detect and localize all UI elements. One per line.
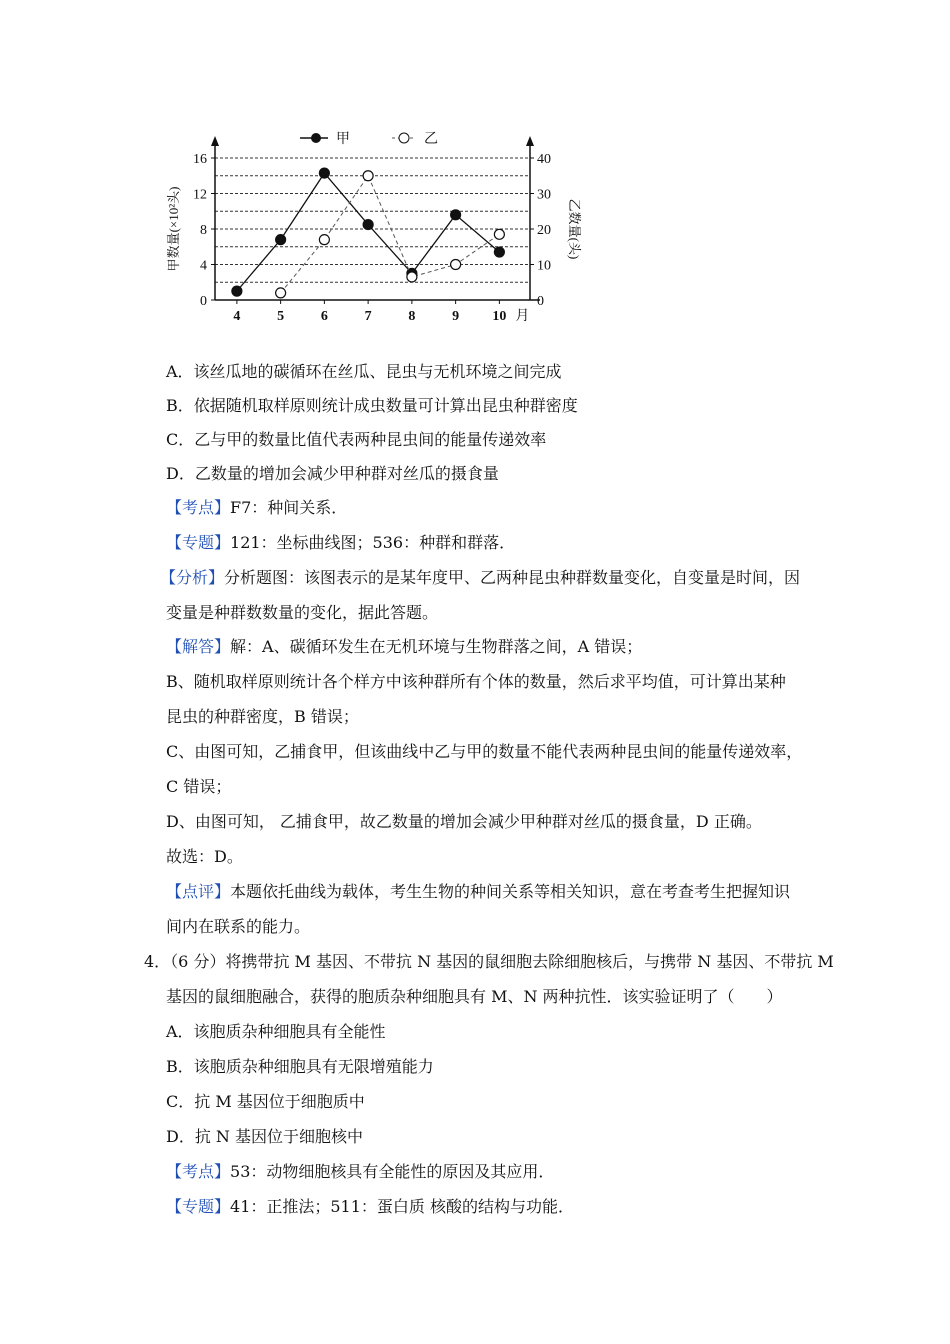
q4-option-d: D．抗 N 基因位于细胞核中 <box>166 1127 364 1146</box>
q3-dianping <box>166 882 790 902</box>
q3-jieda-c2: C 错误； <box>166 777 232 796</box>
x-unit-label: 月 <box>515 309 530 324</box>
q3-jieda-c1: C、由图可知，乙捕食甲，但该曲线中乙与甲的数量不能代表两种昆虫间的能量传递效率， <box>166 742 803 761</box>
q4-option-c: C．抗 M 基因位于细胞质中 <box>166 1092 365 1111</box>
kaodian-tag: 【考点】 <box>166 1162 231 1181</box>
q4-option-a: A．该胞质杂种细胞具有全能性 <box>166 1022 386 1041</box>
data-point-甲 <box>319 168 329 178</box>
dianping-tag: 【点评】 <box>166 882 231 901</box>
fenxi-tag: 【分析】 <box>160 568 225 587</box>
q4-stem-line1: 4．（6 分）将携带抗 M 基因、不带抗 N 基因的鼠细胞去除细胞核后，与携带 N 基因、不带抗 M <box>144 952 834 971</box>
left-tick-label: 16 <box>193 152 207 167</box>
kaodian-text: F7：种间关系． <box>230 498 348 517</box>
q3-dianping-cont: 间内在联系的能力。 <box>166 917 311 936</box>
q4-kaodian <box>166 1162 554 1182</box>
chart-series <box>232 168 505 298</box>
right-axis-arrow <box>526 136 534 146</box>
right-tick-label: 0 <box>537 294 544 309</box>
fenxi-text: 分析题图：该图表示的是某年度甲、乙两种昆虫种群数量变化，自变量是时间，因 <box>224 568 801 587</box>
q3-answer: 故选：D。 <box>166 847 243 866</box>
data-point-乙 <box>407 272 417 282</box>
data-point-甲 <box>232 286 242 296</box>
q3-option-c: C．乙与甲的数量比值代表两种昆虫间的能量传递效率 <box>166 430 547 449</box>
x-tick-label: 7 <box>364 309 372 324</box>
data-point-乙 <box>363 171 373 181</box>
q3-zhuanti <box>166 533 515 553</box>
right-tick-label: 40 <box>537 152 551 167</box>
kaodian-text: 53：动物细胞核具有全能性的原因及其应用． <box>230 1162 555 1181</box>
data-point-甲 <box>494 247 504 257</box>
q4-option-b: B．该胞质杂种细胞具有无限增殖能力 <box>166 1057 434 1076</box>
x-tick-label: 6 <box>320 309 328 324</box>
left-tick-label: 0 <box>200 294 207 309</box>
left-tick-label: 12 <box>193 187 207 203</box>
x-tick-label: 9 <box>452 309 460 324</box>
left-tick-label: 8 <box>200 223 207 238</box>
population-line-chart <box>160 120 580 340</box>
x-tick-label: 5 <box>277 309 285 324</box>
chart-axes <box>166 136 582 324</box>
right-tick-label: 30 <box>537 187 551 203</box>
data-point-甲 <box>451 210 461 220</box>
jieda-text: 解：A、碳循环发生在无机环境与生物群落之间，A 错误； <box>230 637 643 656</box>
zhuanti-tag: 【专题】 <box>166 533 231 552</box>
kaodian-tag: 【考点】 <box>166 498 231 517</box>
jieda-tag: 【解答】 <box>166 637 231 656</box>
q3-jieda-b1: B、随机取样原则统计各个样方中该种群所有个体的数量，然后求平均值，可计算出某种 <box>166 672 786 691</box>
legend-marker-甲 <box>311 133 321 143</box>
q3-option-b: B．依据随机取样原则统计成虫数量可计算出昆虫种群密度 <box>166 396 578 415</box>
x-tick-label: 10 <box>492 309 507 324</box>
legend-label-甲: 甲 <box>336 132 350 147</box>
left-axis-label: 甲数量(×10²头) <box>166 186 181 272</box>
series-line-甲 <box>237 173 500 291</box>
zhuanti-text: 41：正推法；511：蛋白质 核酸的结构与功能． <box>230 1197 575 1216</box>
q3-jieda-b2: 昆虫的种群密度，B 错误； <box>166 707 359 726</box>
q4-zhuanti <box>166 1197 574 1217</box>
q3-option-d: D．乙数量的增加会减少甲种群对丝瓜的摄食量 <box>166 464 499 483</box>
left-tick-label: 4 <box>200 258 207 274</box>
dianping-text: 本题依托曲线为载体，考生生物的种间关系等相关知识，意在考查考生把握知识 <box>230 882 791 901</box>
legend-marker-乙 <box>399 133 409 143</box>
q3-fenxi <box>160 568 800 588</box>
right-tick-label: 10 <box>537 258 551 274</box>
data-point-乙 <box>276 288 286 298</box>
zhuanti-text: 121：坐标曲线图；536：种群和群落． <box>230 533 516 552</box>
q4-stem-line2: 基因的鼠细胞融合，获得的胞质杂种细胞具有 M、N 两种抗性．该实验证明了（ ） <box>166 987 783 1006</box>
data-point-甲 <box>363 220 373 230</box>
left-axis-arrow <box>211 136 219 146</box>
q3-fenxi-cont: 变量是种群数数量的变化，据此答题。 <box>166 603 439 622</box>
x-tick-label: 8 <box>408 309 416 324</box>
data-point-甲 <box>276 235 286 245</box>
x-tick-label: 4 <box>233 309 241 324</box>
q3-jieda <box>166 637 642 657</box>
q3-kaodian <box>166 498 347 518</box>
legend-label-乙: 乙 <box>424 132 438 147</box>
data-point-乙 <box>319 235 329 245</box>
q3-jieda-d1: D、由图可知， 乙捕食甲，故乙数量的增加会减少甲种群对丝瓜的摄食量，D 正确。 <box>166 812 762 831</box>
right-axis-label: 乙数量(头) <box>567 198 582 260</box>
zhuanti-tag: 【专题】 <box>166 1197 231 1216</box>
right-tick-label: 20 <box>537 223 551 238</box>
data-point-乙 <box>494 229 504 239</box>
data-point-乙 <box>451 260 461 270</box>
q3-option-a: A．该丝瓜地的碳循环在丝瓜、昆虫与无机环境之间完成 <box>166 362 562 381</box>
chart-legend <box>300 131 438 147</box>
